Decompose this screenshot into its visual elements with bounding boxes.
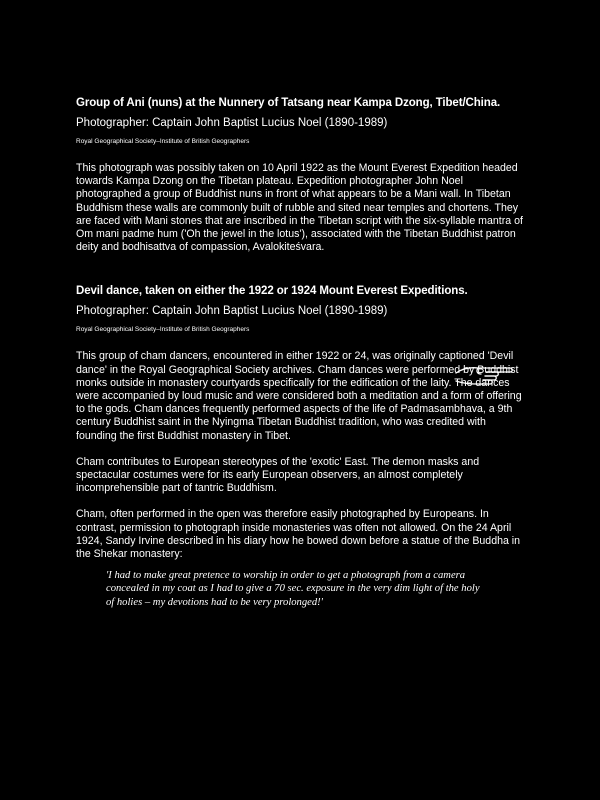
body-paragraph: This photograph was possibly taken on 10 April 1922 as the Mount Everest Expedition headed towards Kampa Dzong on the Tibetan plateau. Expedition photographer John Noel photographed a group of Buddhist nuns in front of what appears to be a Mani wall. In Tibetan Buddhism these walls are commonly built of rubble and sited near temples and chortens. They are faced with Mani stones that are inscribed in the Tibetan script with the six-syllable mantra of Om mani padme hum ('Oh the jewel in the lotus'), associated with the Tibetan Buddhist patron deity and bodhisattva of compassion, Avalokiteśvara. — [76, 162, 523, 254]
section-devil-dance — [76, 284, 526, 608]
section-title: Devil dance, taken on either the 1922 or 1924 Mount Everest Expeditions. — [76, 285, 468, 298]
section-title: Group of Ani (nuns) at the Nunnery of Tatsang near Kampa Dzong, Tibet/China. — [76, 97, 501, 109]
photographer-credit: Photographer: Captain John Baptist Lucius Noel (1890-1989) — [76, 305, 388, 318]
diary-quote: 'I had to make great pretence to worship in order to get a photograph from a camera concealed in my coat as I had to give a 70 sec. exposure in the very dim light of the holy of holies – my devotions had to be very prolonged!' — [106, 570, 480, 608]
section-nuns — [76, 96, 526, 254]
photographer-credit: Photographer: Captain John Baptist Lucius Noel (1890-1989) — [76, 117, 388, 129]
document-page — [76, 96, 526, 609]
body-paragraph: This group of cham dancers, encountered in either 1922 or 24, was originally captioned 'Devil dance' in the Royal Geographical Society archives. Cham dances were performed by Buddhist monks outside in monastery courtyards specifically for the edification of the laity. The dances were accompanied by loud music and were considered both a meditation and a form of offering to the gods. Cham dances frequently performed aspects of the life of Padmasambhava, a 9th century Buddhist saint in the Nyingma Tibetan Buddhist tradition, who was credited with founding the first Buddhist monastery in Tibet. — [76, 350, 522, 442]
pointing-hand-icon — [452, 361, 514, 391]
archive-credit: Royal Geographical Society–Institute of British Geographers — [76, 326, 250, 334]
archive-credit: Royal Geographical Society–Institute of British Geographers — [76, 138, 250, 145]
body-paragraph: Cham, often performed in the open was therefore easily photographed by Europeans. In contrast, permission to photograph inside monasteries was often not allowed. On the 24 April 1924, Sandy Irvine described in his diary how he bowed down before a statue of the Buddha in the Shekar monastery: — [76, 508, 521, 561]
body-paragraph: Cham contributes to European stereotypes of the 'exotic' East. The demon masks and spectacular costumes were for its early European observers, an almost completely incomprehensible part of tantric Buddhism. — [76, 455, 480, 495]
